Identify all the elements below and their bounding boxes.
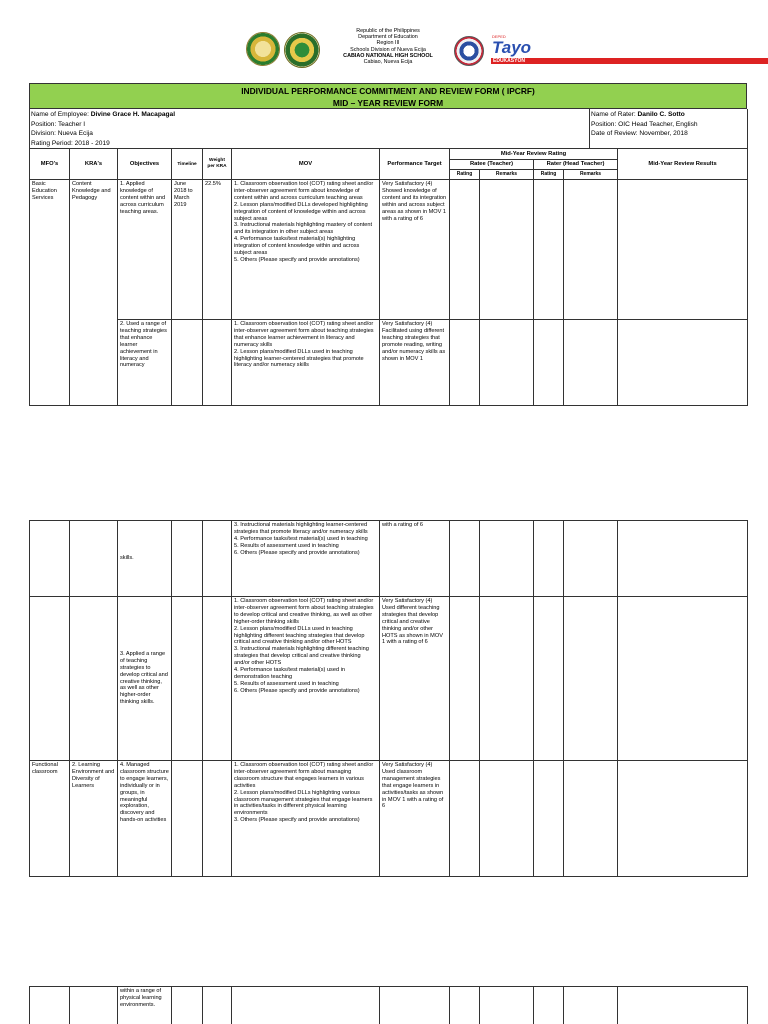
ratee-remarks-cell[interactable] [480,987,534,1024]
table-row [30,521,748,597]
timeline-cell [172,597,203,761]
form-title-line1: INDIVIDUAL PERFORMANCE COMMITMENT AND REVIEW FORM ( IPCRF) [241,86,535,96]
col-mfo: MFO's [30,149,70,180]
table-row [30,597,748,761]
target-cell: with a rating of 6 [380,521,450,597]
col-midyear-rating: Mid-Year Review Rating [450,149,618,160]
ratee-rating-cell[interactable] [450,180,480,320]
review-date: Date of Review: November, 2018 [591,130,688,138]
timeline-cell [172,761,203,877]
table-row [30,761,748,877]
rater-remarks-cell[interactable] [564,987,618,1024]
col-rater: Rater (Head Teacher) [534,160,618,170]
mov-cell: 1. Classroom observation tool (COT) rating sheet and/or inter-observer agreement form about teaching strategies that enhance learner achievement in literacy and numeracy skills 2. Lesson plans/modified DLLs used in teaching highlighting learner-centered strategies that promote literacy and/or numeracy skills [232,320,380,406]
kra-cell: 2. Learning Environment and Diversity of Learners [70,761,118,877]
rater-rating-cell[interactable] [534,597,564,761]
col-rater-remarks: Remarks [564,170,618,180]
ipcrf-table-page1 [29,148,748,406]
school-address: Cabiao, Nueva Ecija [363,59,413,66]
rater-remarks-cell[interactable] [564,320,618,406]
target-cell: Very Satisfactory (4) Used classroom management strategies that engage learners in activities/tasks as shown in MOV 1 with a rating of 6 [380,761,450,877]
employee-name: Divine Grace H. Macapagal [90,111,176,118]
mfo-cell [30,987,70,1024]
results-cell[interactable] [618,761,748,877]
mov-cell: 1. Classroom observation tool (COT) rating sheet and/or inter-observer agreement form about managing classroom structure that engages learners in various activities 2. Lesson plans/modified DLLs highlighting various classroom management strategies that engage learners in activities/tasks in different physical learning environments 3. Others (Please specify and provide annotations) [232,761,380,877]
heading-line-republic: Republic of the Philippines [356,28,420,34]
col-kra: KRA's [70,149,118,180]
timeline-cell: June 2018 to March 2019 [172,180,203,320]
col-timeline: Timeline [172,149,203,180]
col-ratee: Ratee (Teacher) [450,160,534,170]
weight-cell: 22.5% [203,180,232,320]
rater-remarks-cell[interactable] [564,597,618,761]
objective-cell: 3. Applied a range of teaching strategies to develop critical and creative thinking, as well as other higher-order thinking skills. [118,597,172,761]
ratee-rating-cell[interactable] [450,521,480,597]
weight-cell [203,987,232,1024]
ratee-rating-cell[interactable] [450,761,480,877]
ipcrf-table-page2 [29,520,748,877]
rater-rating-cell[interactable] [534,521,564,597]
weight-cell [203,521,232,597]
ratee-remarks-cell[interactable] [480,761,534,877]
weight-cell [203,597,232,761]
table-row [30,180,748,320]
mfo-cell: Functional classroom [30,761,70,877]
mov-cell [232,987,380,1024]
rater-position: Position: OIC Head Teacher, English [591,120,698,128]
rating-period: Rating Period: 2018 - 2019 [31,139,110,147]
col-ratee-remarks: Remarks [480,170,534,180]
mfo-cell: Basic Education Services [30,180,70,406]
mfo-cell [30,597,70,761]
document-header [0,0,768,80]
form-title [29,83,747,109]
employee-name-row [31,110,175,120]
results-cell[interactable] [618,320,748,406]
kra-cell [70,597,118,761]
results-cell[interactable] [618,987,748,1024]
employee-position: Position: Teacher I [31,120,86,128]
ratee-remarks-cell[interactable] [480,320,534,406]
kra-cell: Content Knowledge and Pedagogy [70,180,118,406]
kra-cell [70,987,118,1024]
philippines-seal-icon [246,32,280,66]
logo-banner-text: EDUKASYON [491,58,768,64]
form-title-line2: MID – YEAR REVIEW FORM [332,98,444,108]
heading-line-region: Region III [376,40,400,47]
timeline-cell [172,320,203,406]
mov-cell: 1. Classroom observation tool (COT) rating sheet and/or inter-observer agreement form about knowledge of content within and across curriculum teaching areas 2. Lesson plans/modified DLLs developed highlighting integration of content of knowledge within and across subject areas 3. Instructional materials highlighting mastery of content and its integration in other subject areas 4. Performance tasks/test material(s) highlighting integration of content knowledge within and across subject areas 5. Others (Please specify and provide annotations) [232,180,380,320]
col-performance-target: Performance Target [380,149,450,180]
school-name: CABIAO NATIONAL HIGH SCHOOL [343,52,433,59]
employee-division: Division: Nueva Ecija [31,130,93,138]
col-weight: Weight per KRA [203,149,232,180]
timeline-cell [172,521,203,597]
rater-rating-cell[interactable] [534,987,564,1024]
table-row [30,987,748,1024]
info-frame-right [747,109,748,149]
employee-name-label: Name of Employee: [31,111,91,118]
mfo-cell [30,521,70,597]
ipcrf-table-page3 [29,986,748,1024]
employee-info [31,110,175,148]
ratee-rating-cell[interactable] [450,320,480,406]
kra-cell [70,521,118,597]
timeline-cell [172,987,203,1024]
objective-cell: 2. Used a range of teaching strategies that enhance learner achievement in literacy and numeracy [118,320,172,406]
target-cell: Very Satisfactory (4) Used different teaching strategies that develop critical and creative thinking and/or other HOTS as shown in MOV 1 with a rating of 6 [380,597,450,761]
objective-cell: skills. [118,521,172,597]
rater-name-row [591,110,698,120]
deped-seal-icon [454,36,484,66]
objective-cell: 1. Applied knowledge of content within and across curriculum teaching areas. [118,180,172,320]
objective-cell: 4. Managed classroom structure to engage learners, individually or in groups, in meaningful exploration, discovery and hands-on activities [118,761,172,877]
rater-name: Danilo C. Sotto [637,111,685,118]
objective-cell: within a range of physical learning environments. [118,987,172,1024]
rater-rating-cell[interactable] [534,320,564,406]
rater-remarks-cell[interactable] [564,180,618,320]
col-rater-rating: Rating [534,170,564,180]
results-cell[interactable] [618,521,748,597]
heading-line-division: Schools Division of Nueva Ecija [350,46,426,53]
agency-heading [300,28,476,65]
col-objectives: Objectives [118,149,172,180]
logo-small-text: DEPED [492,34,506,39]
target-cell: Very Satisfactory (4) Facilitated using different teaching strategies that promote reading, writing and/or numeracy skills as shown in MOV 1 [380,320,450,406]
info-frame-divider [589,109,590,149]
target-cell [380,987,450,1024]
weight-cell [203,320,232,406]
mov-cell: 3. Instructional materials highlighting learner-centered strategies that promote literacy and/or numeracy skills 4. Performance tasks/test material(s) used in teaching 5. Results of assessment used in teaching 6. Others (Please specify and provide annotations) [232,521,380,597]
rater-rating-cell[interactable] [534,180,564,320]
rater-name-label: Name of Rater: [591,111,638,118]
info-frame-left [29,109,30,149]
target-cell: Very Satisfactory (4) Showed knowledge of content and its integration within and across subject areas as shown in MOV 1 with a rating of 6 [380,180,450,320]
ratee-rating-cell[interactable] [450,597,480,761]
table-row [30,320,748,406]
rater-remarks-cell[interactable] [564,761,618,877]
ratee-remarks-cell[interactable] [480,597,534,761]
col-midyear-results: Mid-Year Review Results [618,149,748,180]
heading-line-deped: Department of Education [358,34,418,41]
col-ratee-rating: Rating [450,170,480,180]
rater-info [591,110,698,139]
logo-main-text: Tayo [492,38,532,57]
sulong-edukalidad-logo-icon [488,34,534,68]
ratee-remarks-cell[interactable] [480,180,534,320]
weight-cell [203,761,232,877]
results-cell[interactable] [618,597,748,761]
rater-remarks-cell[interactable] [564,521,618,597]
ratee-rating-cell[interactable] [450,987,480,1024]
mov-cell: 1. Classroom observation tool (COT) rating sheet and/or inter-observer agreement form about teaching strategies to develop critical and creative thinking, as well as other higher-order thinking skills 2. Lesson plans/modified DLLs used in teaching highlighting different teaching strategies that develop critical and creative thinking and/or other HOTS 3. Instructional materials highlighting different teaching strategies that develop critical and creative thinking and/or other HOTS 4. Performance tasks/test material(s) used in demonstration teaching 5. Results of assessment used in teaching 6. Others (Please specify and provide annotations) [232,597,380,761]
rater-rating-cell[interactable] [534,761,564,877]
results-cell[interactable] [618,180,748,320]
ratee-remarks-cell[interactable] [480,521,534,597]
col-mov: MOV [232,149,380,180]
